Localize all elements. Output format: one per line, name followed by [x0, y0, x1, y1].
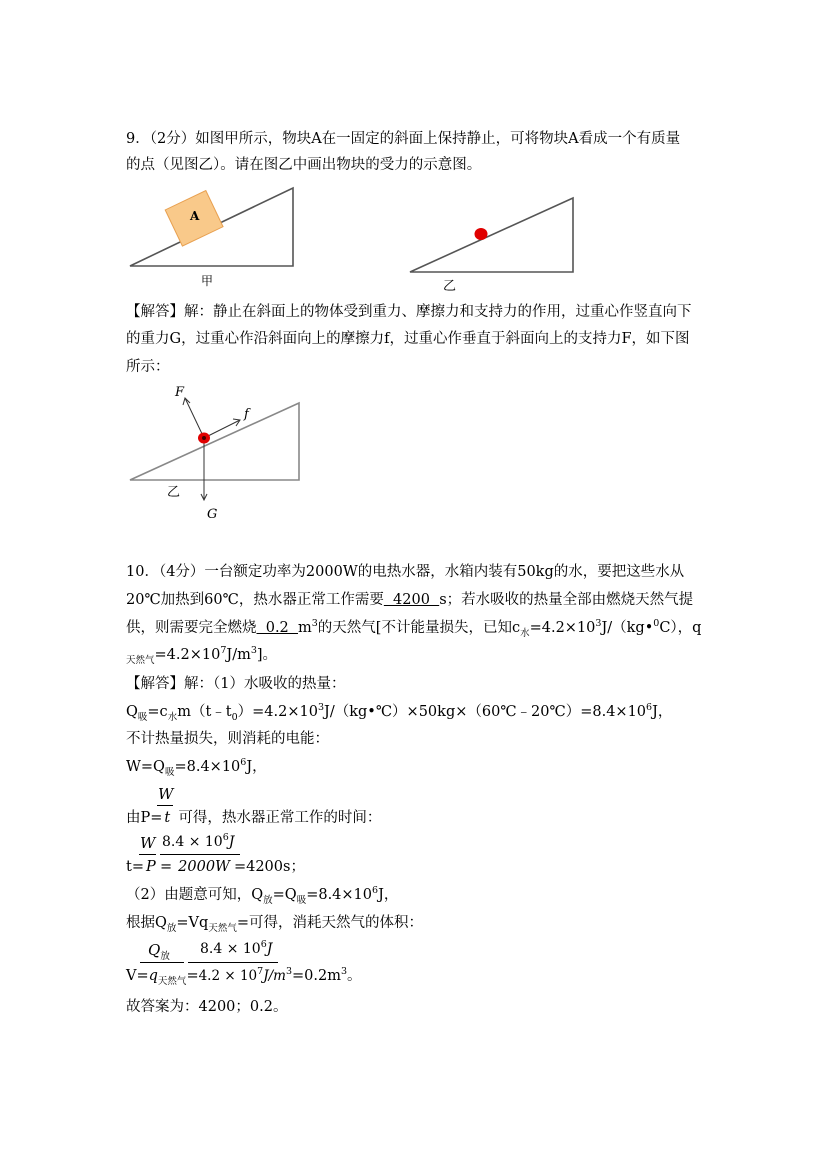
force-f-arrow [204, 420, 240, 438]
q10-solution-time: t= P = 2000W =4200s； [126, 859, 305, 875]
q10-line1: 10．（4分）一台额定功率为2000W的电热水器，水箱内装有50kg的水，要把这些水从 [126, 564, 685, 580]
block-a-label: A [190, 209, 200, 223]
force-F-arrow [185, 398, 204, 438]
caption-jia: 甲 [201, 274, 214, 288]
q9-answer-line3: 所示： [126, 359, 170, 375]
q9-answer-line1: 【解答】解：静止在斜面上的物体受到重力、摩擦力和支持力的作用，过重心作竖直向下 [126, 304, 692, 320]
fraction-4-numerator: $Q_放$ [148, 941, 170, 962]
label-G: G [207, 507, 218, 522]
fraction-5-bar [188, 962, 278, 963]
q10-solution-energy: $W=Q_吸=8.4\times 10^6J$， [126, 757, 267, 778]
q9-line2: 的点（见图乙）。请在图乙中画出物块的受力的示意图。 [126, 157, 482, 173]
q10-line3: 供，则需要完全燃烧 0.2 $m^3$的天然气[不计能量损失，已知$c_水=4.2\times 10^3J/(kg•^0C)$，q [126, 618, 702, 639]
q10-solution-head: 【解答】解：（1）水吸收的热量： [126, 676, 346, 692]
fraction-4-bar [140, 962, 184, 963]
fraction-1-numerator: W [158, 785, 174, 803]
caption-yi: 乙 [443, 279, 457, 294]
label-F: F [175, 385, 185, 400]
answer-blank-2: 0.2 [256, 620, 298, 636]
q10-solution-volume: $V=q_{天然气}=4.2 \times 10^7J/m^3=0.2m^3$。 [126, 966, 362, 987]
fraction-1-bar [157, 805, 173, 806]
q9-answer-line2: 的重力G，过重心作沿斜面向上的摩擦力f，过重心作垂直于斜面向上的支持力F，如下图 [126, 331, 690, 347]
fraction-3-bar [160, 854, 240, 855]
fraction-2-bar [139, 854, 156, 855]
fraction-5-numerator: $8.4 \times 10^6J$ [200, 939, 273, 957]
q10-final-answer: 故答案为：4200；0.2。 [126, 999, 288, 1015]
incline-force [130, 403, 299, 480]
q10-solution-line8: 根据$Q_放=Vq_{天然气}=$可得，消耗天然气的体积： [126, 915, 423, 934]
fraction-2-numerator: W [140, 834, 156, 852]
q10-solution-line7: （2）由题意可知，$Q_放=Q_吸=8.4\times 10^6J$， [126, 885, 399, 906]
q10-line2: 20℃加热到60℃，热水器正常工作需要 4200 s；若水吸收的热量全部由燃烧天然气提 [126, 592, 694, 608]
q10-solution-line5: 由P= t 可得，热水器正常工作的时间： [126, 810, 382, 826]
label-f: f [244, 407, 249, 422]
caption-yi-force: 乙 [167, 485, 181, 500]
fraction-3-numerator: $8.4 \times 10^6J$ [162, 832, 235, 850]
q10-solution-line3: 不计热量损失，则消耗的电能： [126, 731, 329, 747]
q9-line1: 9．（2分）如图甲所示，物块A在一固定的斜面上保持静止，可将物块A看成一个有质量 [126, 131, 681, 147]
fraction-1-denominator: t [164, 810, 171, 826]
q10-solution-heat: $Q_吸=c_水m(t﹣t_0)=4.2\times 10^3J/(kg•℃)\times 50kg\times(60℃﹣20℃)=8.4\times 10^6J$， [126, 702, 673, 723]
answer-blank-1: 4200 [383, 592, 440, 608]
q10-line4: $_{天然气}=4.2\times 10^7J/m^3$]。 [126, 645, 278, 666]
